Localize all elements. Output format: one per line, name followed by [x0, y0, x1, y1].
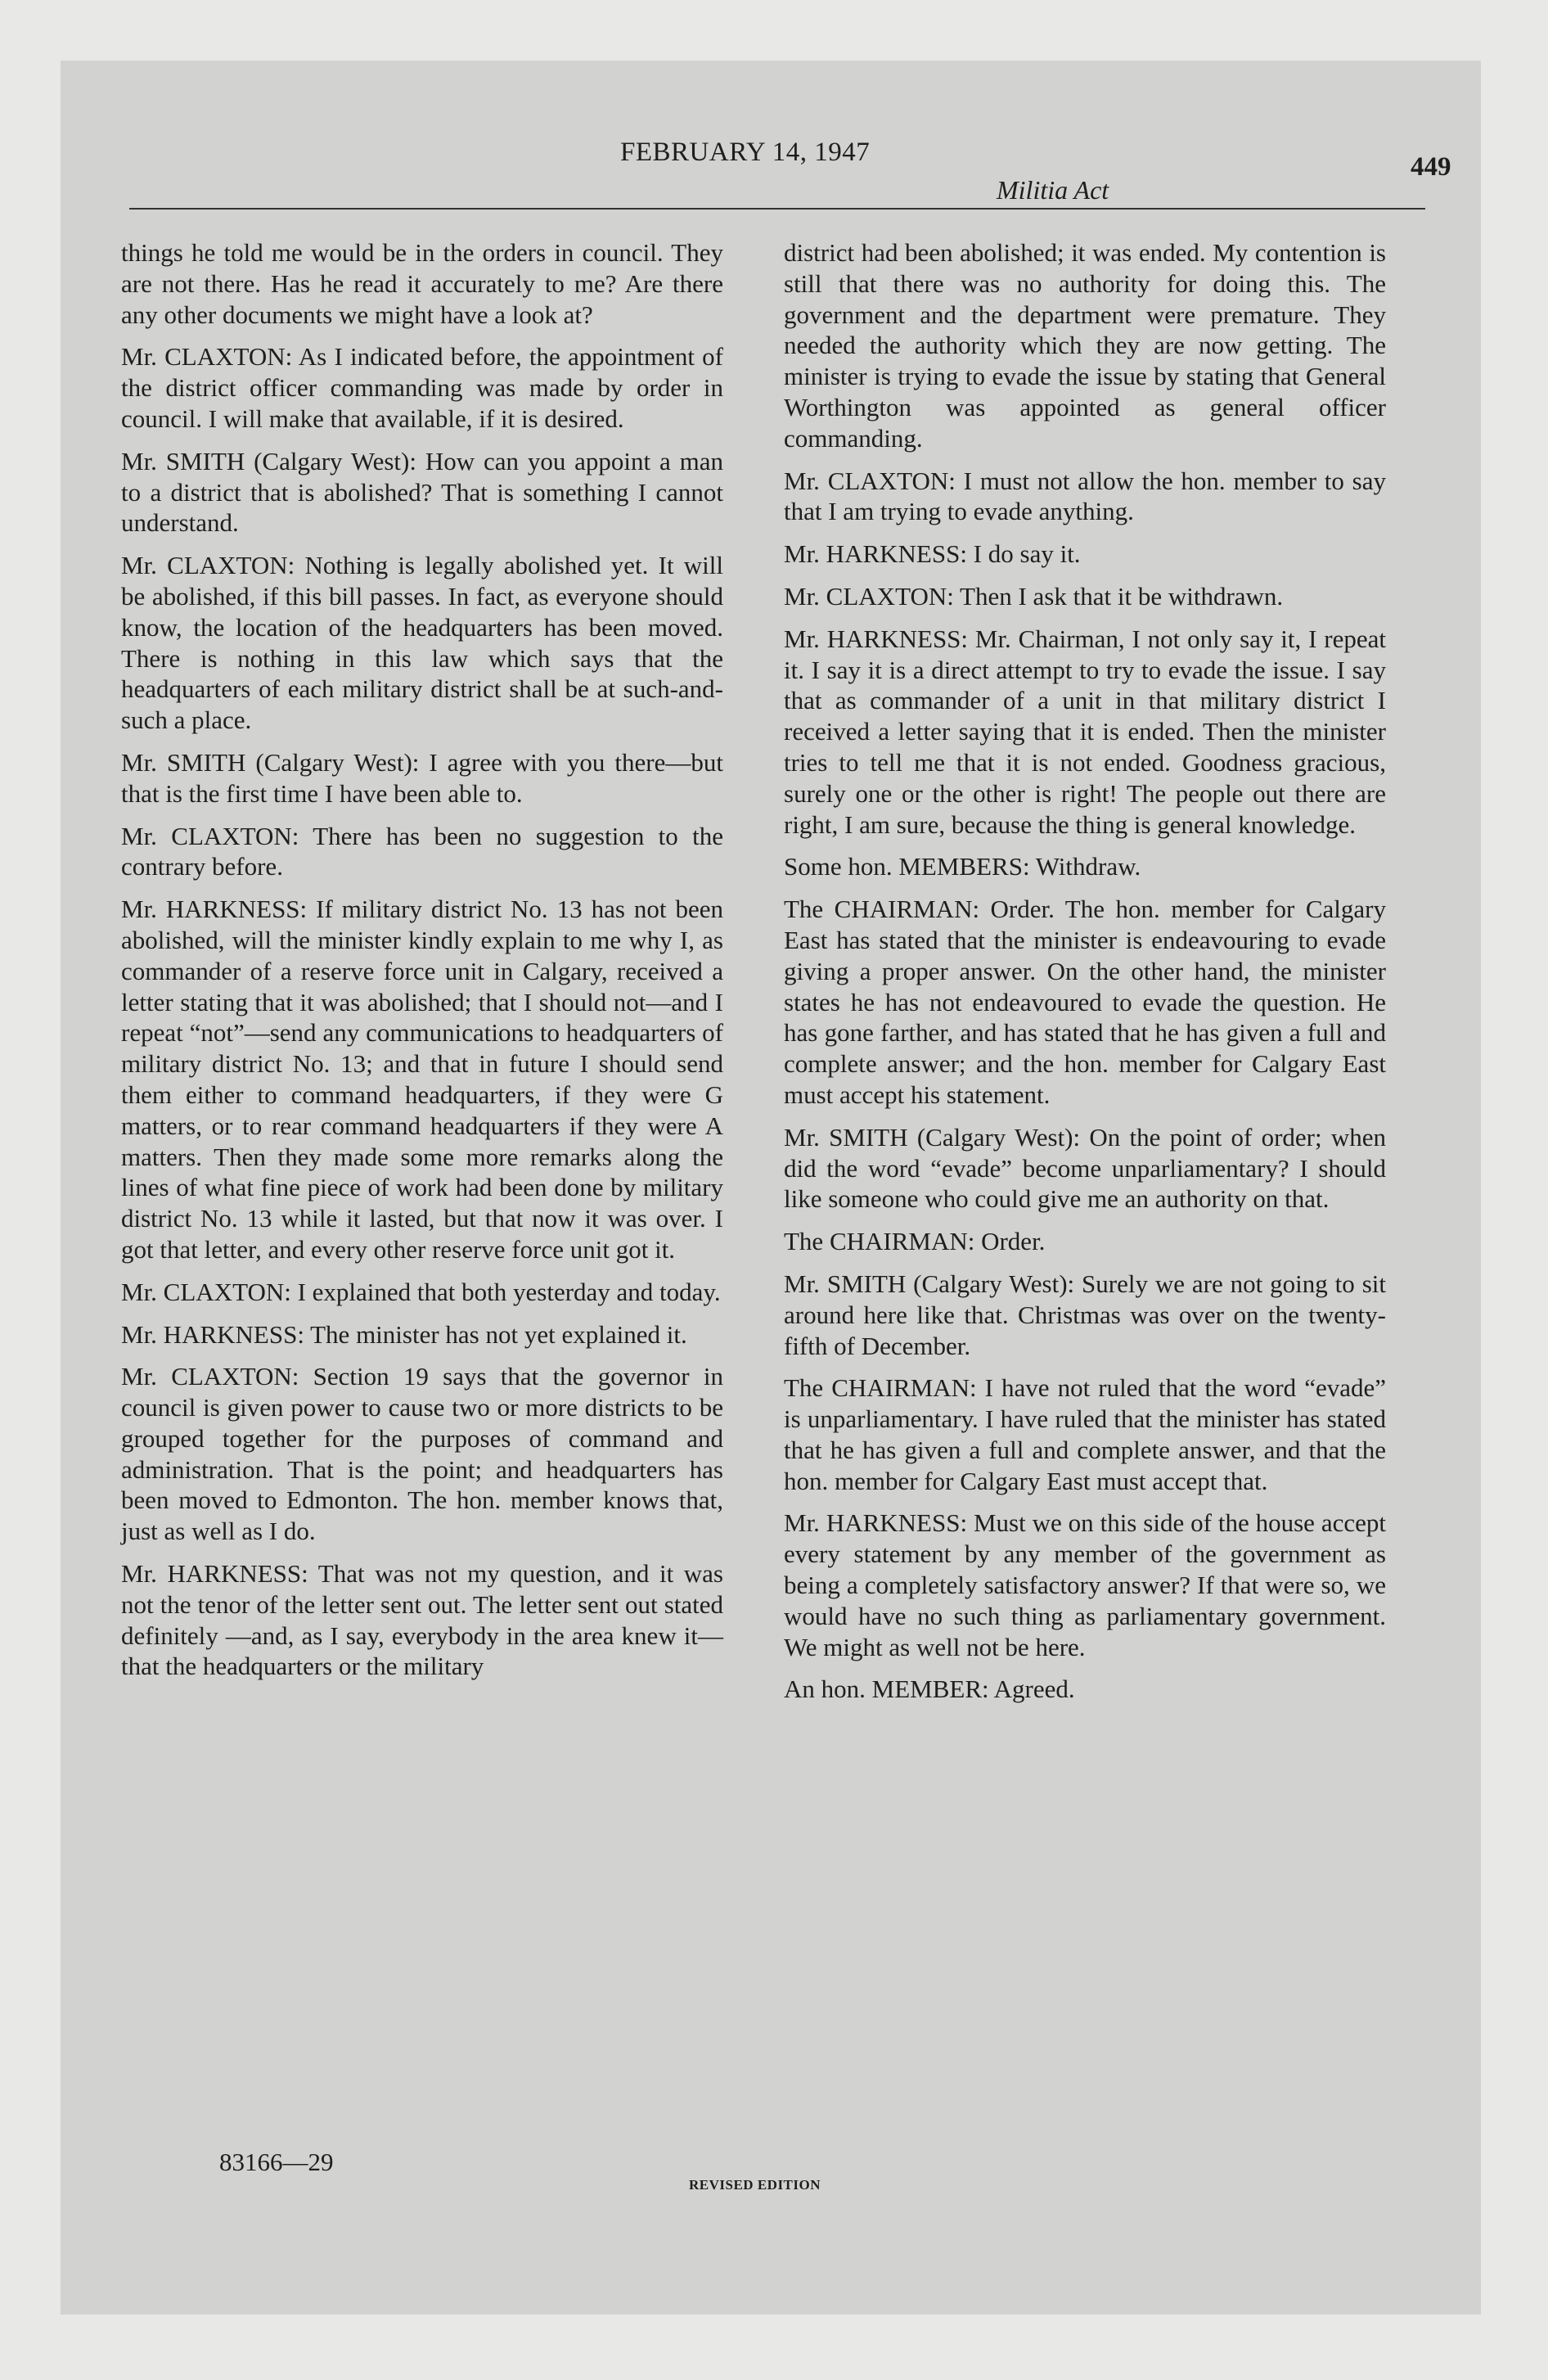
- paragraph: Mr. HARKNESS: I do say it.: [784, 539, 1081, 569]
- paragraph: things he told me would be in the orders in council. They are not there. Has he read it accurately to me? Are there any other documents we might have a look at?: [121, 238, 723, 329]
- header-rule: [129, 208, 1425, 210]
- paragraph: Mr. SMITH (Calgary West): On the point of order; when did the word “evade” become unparliamentary? I should like someone who could give me an authority on that.: [784, 1122, 1386, 1214]
- page-number: 449: [1411, 152, 1451, 182]
- right-column: [784, 237, 1386, 1716]
- left-column: [121, 237, 723, 1693]
- paragraph: The CHAIRMAN: Order. The hon. member for Calgary East has stated that the minister is endeavouring to evade giving a proper answer. On the other hand, the minister states he has not endeavoured to evade the question. He has gone farther, and has stated that he has given a full and complete answer; and the hon. member for Calgary East must accept his statement.: [784, 895, 1386, 1109]
- paragraph: Mr. CLAXTON: There has been no suggestion to the contrary before.: [121, 821, 723, 881]
- paragraph: Mr. CLAXTON: Section 19 says that the governor in council is given power to cause two or more districts to be grouped together for the purposes of command and administration. That is the point; and headquarters has been moved to Edmonton. The hon. member knows that, just as well as I do.: [121, 1362, 723, 1546]
- paragraph: The CHAIRMAN: I have not ruled that the word “evade” is unparliamentary. I have ruled that the minister has stated that he has given a full and complete answer, and that the hon. member for Calgary East must accept that.: [784, 1373, 1386, 1495]
- paragraph: Mr. HARKNESS: The minister has not yet explained it.: [121, 1319, 687, 1349]
- paragraph: Mr. CLAXTON: Nothing is legally abolished yet. It will be abolished, if this bill passes. In fact, as everyone should know, the location of the headquarters has been moved. There is nothing in this law which says that the headquarters of each military district shall be at such-and-such a place.: [121, 551, 723, 735]
- paragraph: Mr. CLAXTON: I must not allow the hon. member to say that I am trying to evade anything.: [784, 466, 1386, 526]
- paragraph: Mr. HARKNESS: That was not my question, and it was not the tenor of the letter sent out. The letter sent out stated definitely —and, as I say, everybody in the area knew it—that the headquarters or the military: [121, 1559, 723, 1681]
- header-date: FEBRUARY 14, 1947: [620, 137, 871, 167]
- paragraph: Mr. CLAXTON: As I indicated before, the appointment of the district officer commanding was made by order in council. I will make that available, if it is desired.: [121, 342, 723, 433]
- paragraph: Mr. HARKNESS: If military district No. 13 has not been abolished, will the minister kindly explain to me why I, as commander of a reserve force unit in Calgary, received a letter stating that it was abolished; that I should not—and I repeat “not”—send any communications to headquarters of military district No. 13; and that in future I should send them either to command headquarters, if they were G matters, or to rear command headquarters if they were A matters. Then they made some more remarks along the lines of what fine piece of work had been done by military district No. 13 while it lasted, but that now it was over. I got that letter, and every other reserve force unit got it.: [121, 895, 723, 1264]
- paragraph: The CHAIRMAN: Order.: [784, 1227, 1046, 1256]
- footer-print-code: 83166—29: [219, 2148, 334, 2176]
- paragraph: Mr. SMITH (Calgary West): Surely we are not going to sit around here like that. Christmas was over on the twenty-fifth of December.: [784, 1269, 1386, 1360]
- header-section-title: Militia Act: [997, 175, 1109, 205]
- paragraph: Some hon. MEMBERS: Withdraw.: [784, 852, 1141, 881]
- paragraph: Mr. SMITH (Calgary West): How can you appoint a man to a district that is abolished? That is something I cannot understand.: [121, 446, 723, 538]
- paragraph: An hon. MEMBER: Agreed.: [784, 1675, 1075, 1704]
- paragraph: Mr. CLAXTON: I explained that both yesterday and today.: [121, 1277, 721, 1306]
- paragraph: Mr. HARKNESS: Must we on this side of the house accept every statement by any member of the government as being a completely satisfactory answer? If that were so, we would have no such thing as parliamentary government. We might as well not be here.: [784, 1508, 1386, 1661]
- paragraph: Mr. SMITH (Calgary West): I agree with you there—but that is the first time I have been able to.: [121, 747, 723, 808]
- paragraph: district had been abolished; it was ended. My contention is still that there was no authority for doing this. The government and the department were premature. They needed the authority which they are now getting. The minister is trying to evade the issue by stating that General Worthington was appointed as general officer commanding.: [784, 238, 1386, 453]
- paragraph: Mr. CLAXTON: Then I ask that it be withdrawn.: [784, 581, 1284, 611]
- footer-edition-label: REVISED EDITION: [689, 2177, 821, 2193]
- paragraph: Mr. HARKNESS: Mr. Chairman, I not only say it, I repeat it. I say it is a direct attempt to try to evade the issue. I say that as commander of a unit in that military district I received a letter saying that it is ended. Then the minister tries to tell me that it is not ended. Goodness gracious, surely one or the other is right! The people out there are right, I am sure, because the thing is general knowledge.: [784, 624, 1386, 839]
